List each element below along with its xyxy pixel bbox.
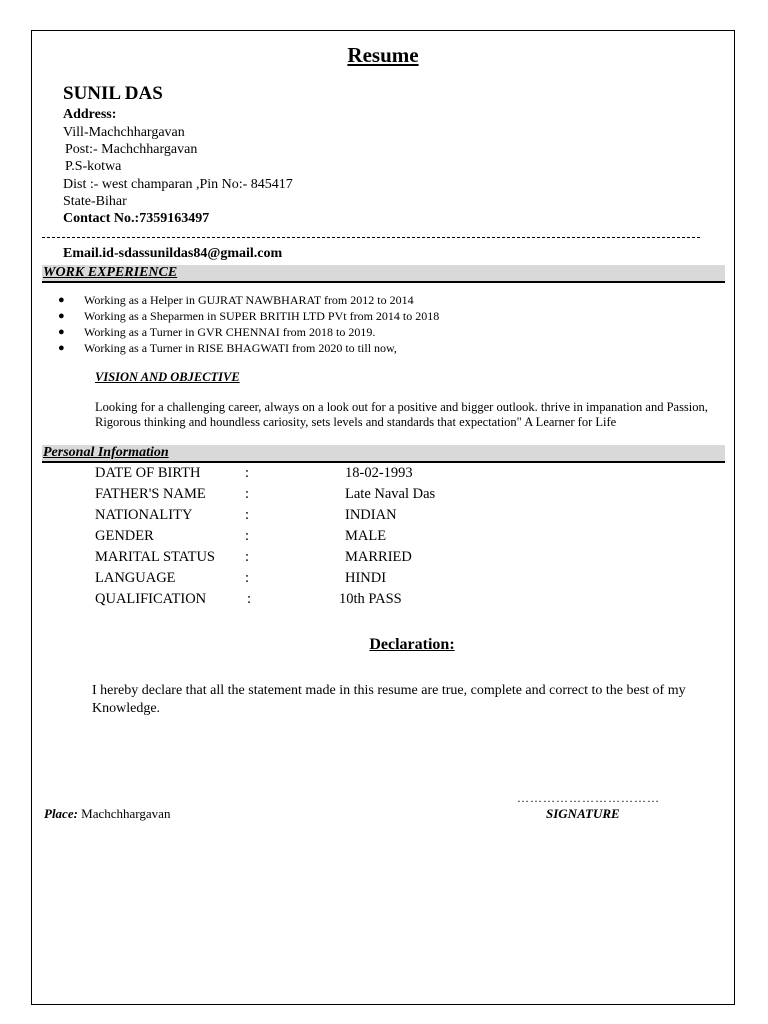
email-address: Email.id-sdassunildas84@gmail.com [63, 246, 283, 261]
field-colon: : [245, 570, 250, 586]
personal-info-heading: Personal Information [43, 445, 169, 460]
dashed-divider [42, 237, 700, 238]
list-item [56, 324, 439, 340]
list-item [56, 292, 439, 308]
field-colon: : [247, 591, 252, 607]
field-colon: : [245, 507, 250, 523]
work-item-text: Working as a Helper in GUJRAT NAWBHARAT from 2012 to 2014 [84, 293, 414, 307]
declaration-text: I hereby declare that all the statement made in this resume are true, complete and correct to the best of my Knowledge. [92, 683, 686, 716]
field-value: Late Naval Das [345, 486, 436, 502]
field-colon: : [245, 528, 250, 544]
work-item-text: Working as a Turner in RISE BHAGWATI from 2020 to till now, [84, 341, 397, 355]
list-item [56, 308, 439, 324]
work-experience-list [56, 292, 439, 356]
address-line-post: Post:- Machchhargavan [65, 142, 198, 157]
address-line-state: State-Bihar [63, 194, 127, 209]
field-value: HINDI [345, 570, 387, 586]
bullet-icon: ● [58, 342, 65, 354]
vision-text: Looking for a challenging career, always on a look out for a positive and bigger outlook. thrive in impanation and Passion, Rigorous thinking and houndless cariosity, sets levels and standards that expectation" A Learner for Life [95, 400, 708, 429]
personal-info-header [42, 445, 725, 463]
address-line-police-station: P.S-kotwa [65, 159, 122, 174]
place-value: Machchhargavan [81, 806, 171, 821]
field-colon: : [245, 486, 250, 502]
vision-heading: VISION AND OBJECTIVE [95, 370, 240, 384]
field-label: GENDER [95, 528, 154, 544]
list-item [56, 340, 439, 356]
place-label: Place: [44, 806, 78, 821]
bullet-icon: ● [58, 294, 65, 306]
candidate-name: SUNIL DAS [63, 83, 163, 104]
declaration-heading: Declaration: [369, 636, 455, 653]
work-item-text: Working as a Sheparmen in SUPER BRITIH LTD PVt from 2014 to 2018 [84, 309, 440, 323]
field-label: QUALIFICATION [95, 591, 207, 607]
signature-line: …………………………… [517, 791, 660, 805]
work-experience-heading: WORK EXPERIENCE [43, 265, 178, 280]
field-value: 10th PASS [339, 591, 402, 607]
contact-number: Contact No.:7359163497 [63, 211, 210, 226]
field-value: MARRIED [345, 549, 412, 565]
work-experience-header [42, 265, 725, 283]
address-line-district: Dist :- west champaran ,Pin No:- 845417 [63, 177, 293, 192]
field-label: NATIONALITY [95, 507, 193, 523]
field-colon: : [245, 465, 250, 481]
bullet-icon: ● [58, 310, 65, 322]
resume-title: Resume [347, 43, 419, 67]
signature-label: SIGNATURE [546, 806, 620, 821]
work-item-text: Working as a Turner in GVR CHENNAI from 2018 to 2019. [84, 325, 376, 339]
field-label: FATHER'S NAME [95, 486, 206, 502]
field-value: MALE [345, 528, 387, 544]
field-value: 18-02-1993 [345, 465, 413, 481]
address-label: Address: [63, 107, 117, 122]
place-line [44, 806, 170, 822]
field-label: DATE OF BIRTH [95, 465, 201, 481]
bullet-icon: ● [58, 326, 65, 338]
resume-page [31, 30, 735, 1005]
field-colon: : [245, 549, 250, 565]
address-line-village: Vill-Machchhargavan [63, 125, 185, 140]
field-value: INDIAN [345, 507, 397, 523]
field-label: MARITAL STATUS [95, 549, 215, 565]
field-label: LANGUAGE [95, 570, 176, 586]
